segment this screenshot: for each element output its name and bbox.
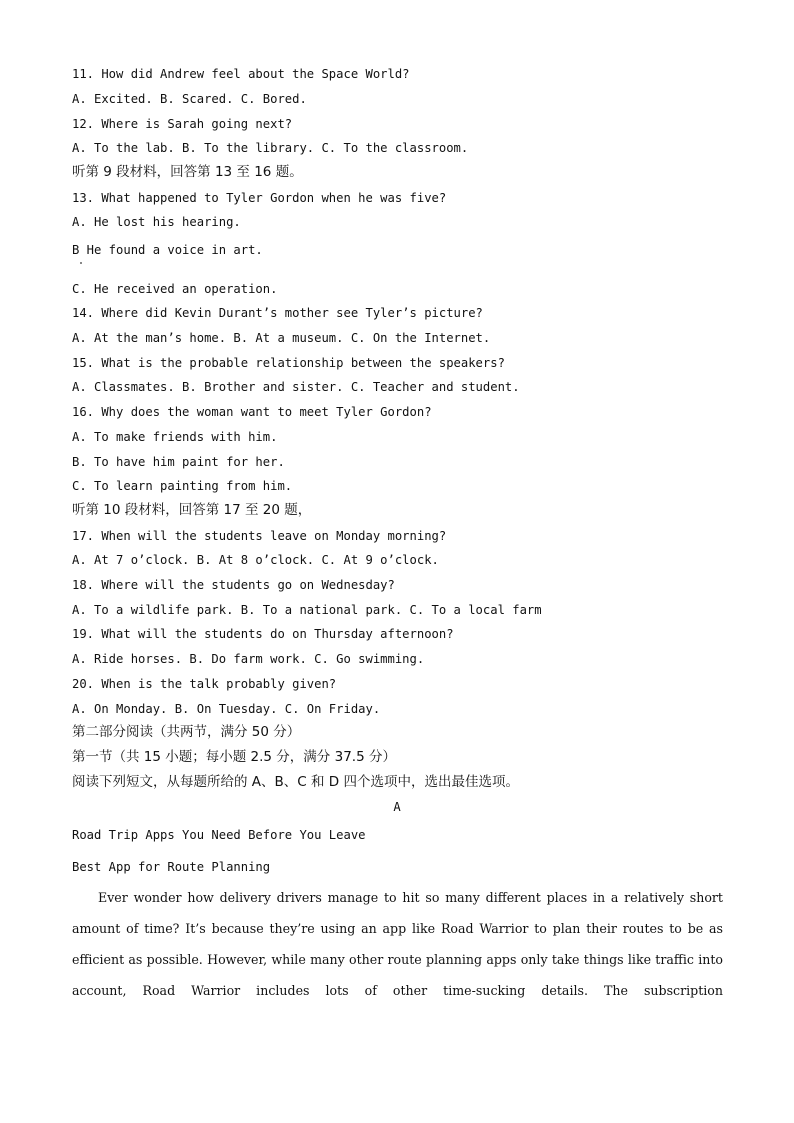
question-19: 19. What will the students do on Thursday afternoon? (72, 627, 454, 641)
options-20: A. On Monday. B. On Tuesday. C. On Friday. (72, 702, 381, 716)
question-11: 11. How did Andrew feel about the Space World? (72, 67, 410, 81)
section-instruction-9: 听第 9 段材料，回答第 13 至 16 题。 (72, 164, 303, 180)
option-13-b: B He found a voice in art. (72, 243, 263, 257)
option-16-c: C. To learn painting from him. (72, 479, 293, 493)
options-11: A. Excited. B. Scared. C. Bored. (72, 92, 307, 106)
option-16-a: A. To make friends with him. (72, 430, 278, 444)
question-17: 17. When will the students leave on Monday morning? (72, 529, 447, 543)
options-18: A. To a wildlife park. B. To a national park. C. To a local farm (72, 603, 542, 617)
section-one-heading: 第一节（共 15 小题；每小题 2.5 分，满分 37.5 分） (72, 749, 396, 765)
question-12: 12. Where is Sarah going next? (72, 117, 293, 131)
options-12: A. To the lab. B. To the library. C. To the classroom. (72, 141, 469, 155)
section-instruction-10: 听第 10 段材料，回答第 17 至 20 题， (72, 502, 312, 518)
question-13: 13. What happened to Tyler Gordon when he was five? (72, 191, 447, 205)
part-two-heading: 第二部分阅读（共两节，满分 50 分） (72, 724, 301, 740)
options-17: A. At 7 o’clock. B. At 8 o’clock. C. At 9 o’clock. (72, 553, 439, 567)
question-14: 14. Where did Kevin Durant’s mother see Tyler’s picture? (72, 306, 483, 320)
option-13-c: C. He received an operation. (72, 282, 278, 296)
options-15: A. Classmates. B. Brother and sister. C. Teacher and student. (72, 380, 520, 394)
options-19: A. Ride horses. B. Do farm work. C. Go swimming. (72, 652, 425, 666)
passage-subtitle: Best App for Route Planning (72, 860, 271, 874)
question-15: 15. What is the probable relationship between the speakers? (72, 356, 505, 370)
passage-title: Road Trip Apps You Need Before You Leave (72, 828, 366, 842)
option-13-a: A. He lost his hearing. (72, 215, 241, 229)
passage-label: A (393, 800, 401, 814)
option-16-b: B. To have him paint for her. (72, 455, 285, 469)
question-18: 18. Where will the students go on Wednesday? (72, 578, 395, 592)
question-16: 16. Why does the woman want to meet Tyler Gordon? (72, 405, 432, 419)
reading-instruction: 阅读下列短文，从每题所给的 A、B、C 和 D 四个选项中，选出最佳选项。 (72, 774, 519, 790)
question-20: 20. When is the talk probably given? (72, 677, 337, 691)
passage-paragraph: Ever wonder how delivery drivers manage to hit so many different places in a relatively short amount of time? It’s because they’re using an app like Road Warrior to plan their routes to be as efficient as possible. However, while many other route planning apps only take things like traffic into account, Road Warrior includes lots of other time-sucking details. The subscription (72, 890, 723, 998)
stray-mark (80, 262, 82, 264)
options-14: A. At the man’s home. B. At a museum. C. On the Internet. (72, 331, 491, 345)
